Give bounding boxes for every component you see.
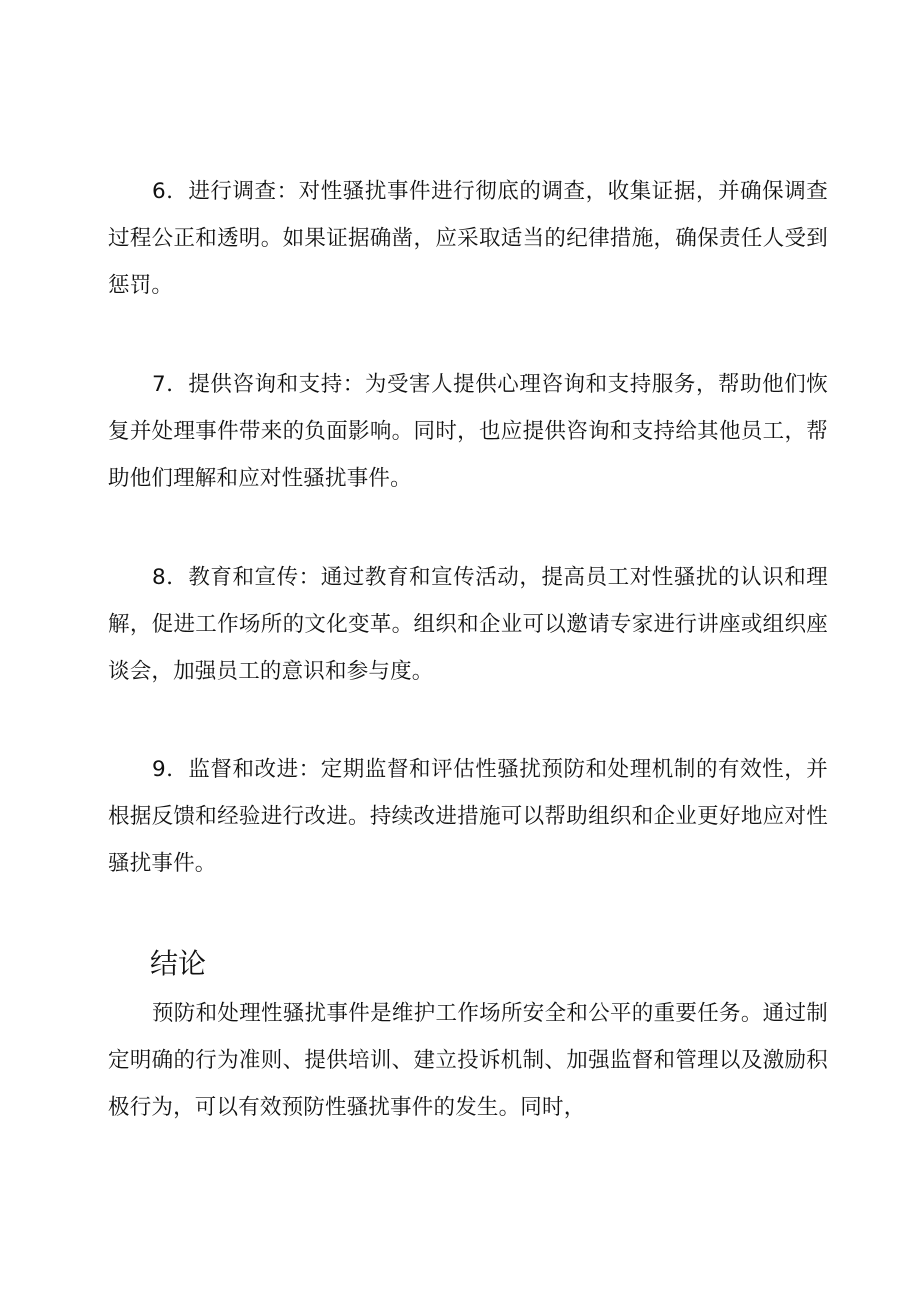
list-item-6: 6．进行调查：对性骚扰事件进行彻底的调查，收集证据，并确保调查过程公正和透明。如果证据确凿，应采取适当的纪律措施，确保责任人受到惩罚。 [108,179,828,298]
list-item-8: 8．教育和宣传：通过教育和宣传活动，提高员工对性骚扰的认识和理解，促进工作场所的文化变革。组织和企业可以邀请专家进行讲座或组织座谈会，加强员工的意识和参与度。 [108,565,828,684]
list-item-7: 7．提供咨询和支持：为受害人提供心理咨询和支持服务，帮助他们恢复并处理事件带来的负面影响。同时，也应提供咨询和支持给其他员工，帮助他们理解和应对性骚扰事件。 [108,372,828,491]
conclusion-paragraph: 预防和处理性骚扰事件是维护工作场所安全和公平的重要任务。通过制定明确的行为准则、提供培训、建立投诉机制、加强监督和管理以及激励积极行为，可以有效预防性骚扰事件的发生。同时， [108,1001,828,1120]
list-item-9: 9．监督和改进：定期监督和评估性骚扰预防和处理机制的有效性，并根据反馈和经验进行改进。持续改进措施可以帮助组织和企业更好地应对性骚扰事件。 [108,757,828,876]
section-heading-conclusion: 结论 [150,947,207,980]
